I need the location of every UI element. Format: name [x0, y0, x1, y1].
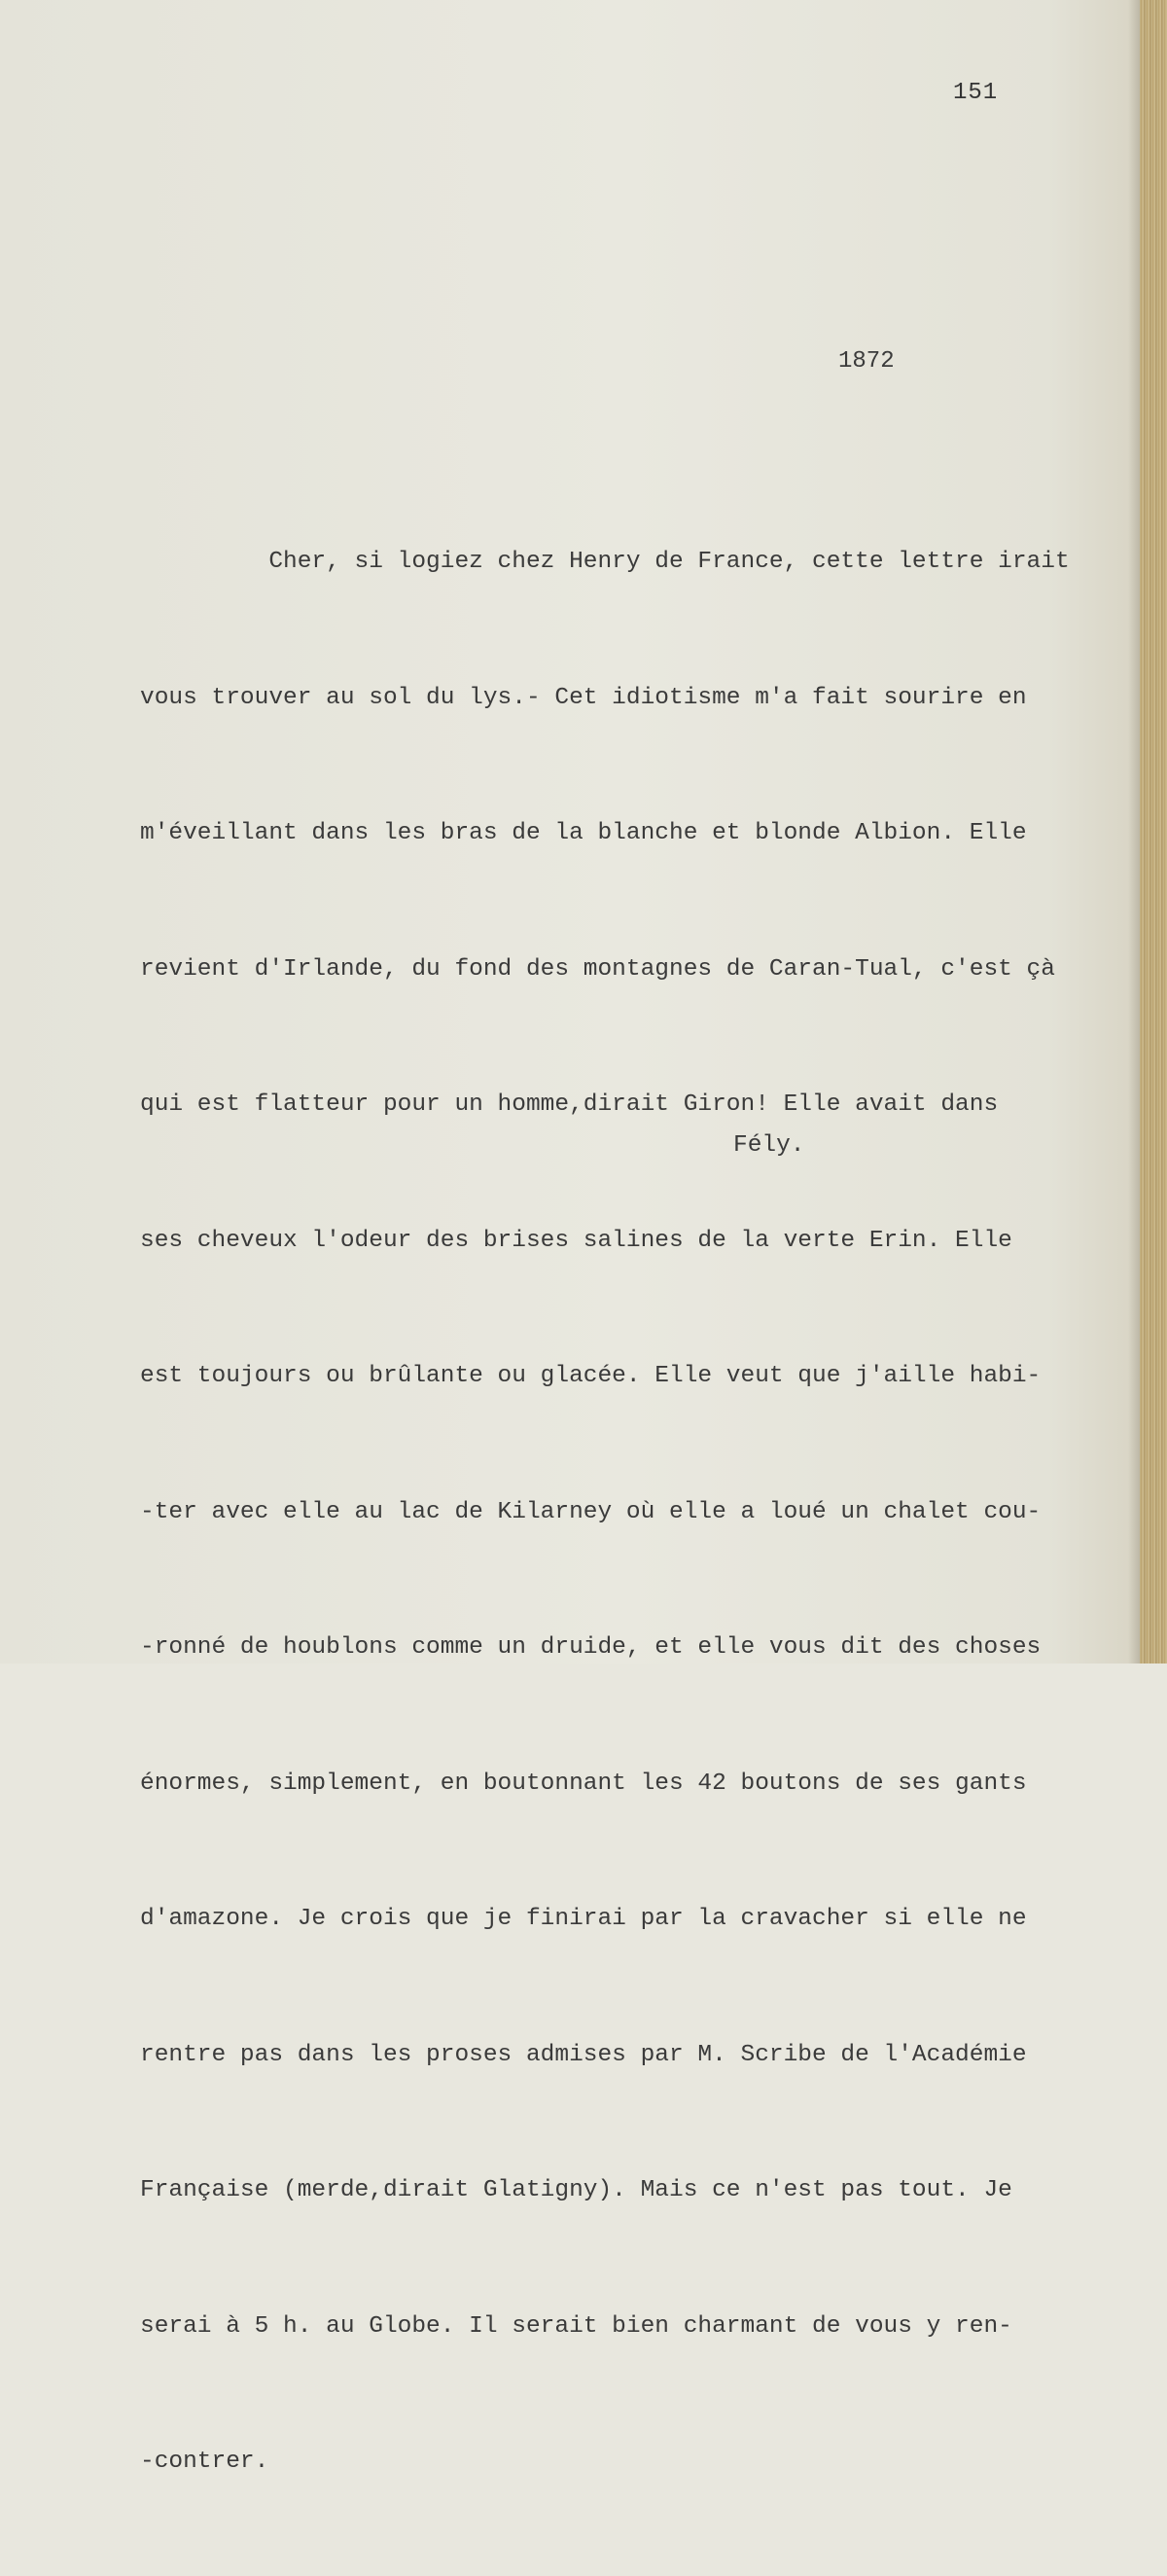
- body-line: rentre pas dans les proses admises par M. Scribe de l'Académie: [140, 2041, 1027, 2068]
- letter-body: [140, 449, 1142, 2576]
- page-number: 151: [953, 80, 999, 106]
- signature: Fély.: [733, 1132, 805, 1159]
- body-line: énormes, simplement, en boutonnant les 42 boutons de ses gants: [140, 1770, 1027, 1797]
- page-stack-edge: [1140, 0, 1167, 1664]
- body-line: Cher, si logiez chez Henry de France, cette lettre irait: [140, 549, 1070, 575]
- body-line: qui est flatteur pour un homme,dirait Giron! Elle avait dans: [140, 1091, 999, 1118]
- body-line: -ter avec elle au lac de Kilarney où elle a loué un chalet cou-: [140, 1498, 1042, 1525]
- body-line: -contrer.: [140, 2449, 269, 2475]
- body-line: d'amazone. Je crois que je finirai par la cravacher si elle ne: [140, 1906, 1027, 1932]
- body-line: ses cheveux l'odeur des brises salines de la verte Erin. Elle: [140, 1227, 1012, 1254]
- letter-date: 1872: [838, 348, 895, 375]
- body-line: Française (merde,dirait Glatigny). Mais ce n'est pas tout. Je: [140, 2177, 1012, 2203]
- body-line: est toujours ou brûlante ou glacée. Elle veut que j'aille habi-: [140, 1363, 1042, 1389]
- body-line: vous trouver au sol du lys.- Cet idiotisme m'a fait sourire en: [140, 684, 1027, 711]
- body-line: -ronné de houblons comme un druide, et elle vous dit des choses: [140, 1634, 1042, 1661]
- body-line: revient d'Irlande, du fond des montagnes de Caran-Tual, c'est çà: [140, 955, 1055, 983]
- body-line: m'éveillant dans les bras de la blanche et blonde Albion. Elle: [140, 820, 1027, 846]
- body-line: serai à 5 h. au Globe. Il serait bien charmant de vous y ren-: [140, 2312, 1012, 2340]
